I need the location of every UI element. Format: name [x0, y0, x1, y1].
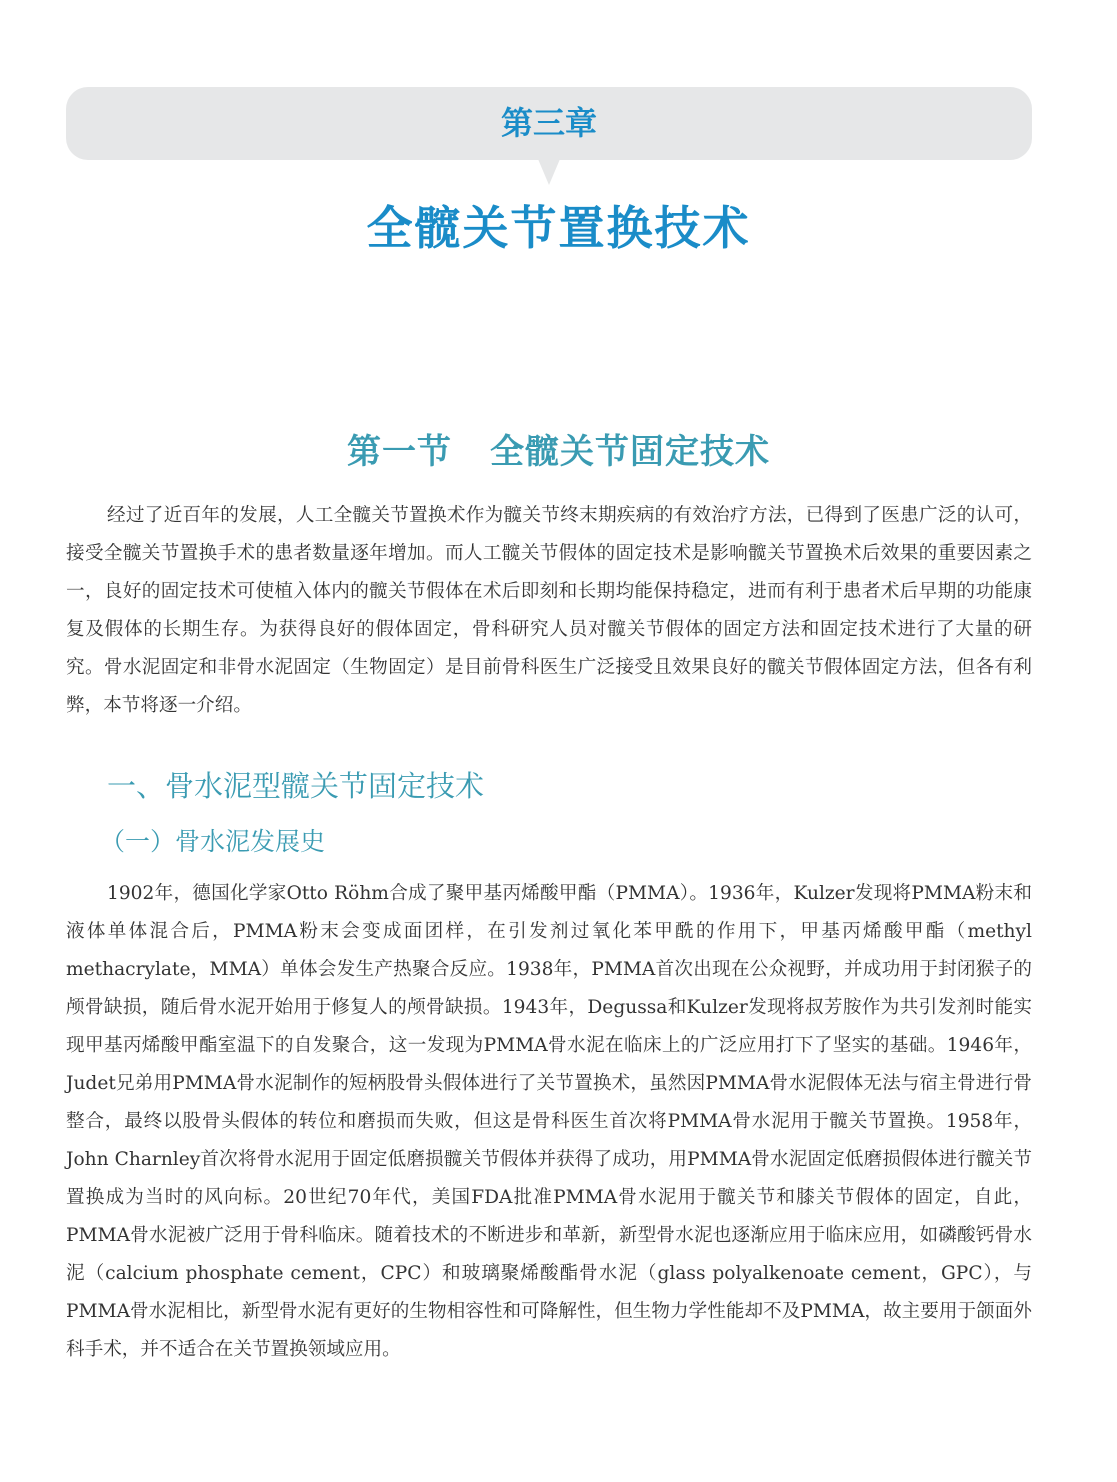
chapter-banner-pointer: [538, 159, 560, 185]
section-number: 第一节: [347, 432, 452, 472]
chapter-title: 全髋关节置换技术: [366, 201, 751, 255]
chapter-label: 第三章: [500, 104, 597, 142]
chapter-banner: [66, 87, 1032, 160]
sub-subsection-heading: （一）骨水泥发展史: [100, 827, 326, 856]
intro-paragraph: 经过了近百年的发展，人工全髋关节置换术作为髋关节终末期疾病的有效治疗方法，已得到了医患广泛的认可，接受全髋关节置换手术的患者数量逐年增加。而人工髋关节假体的固定技术是影响髋关节置换术后效果的重要因素之一，良好的固定技术可使植入体内的髋关节假体在术后即刻和长期均能保持稳定，进而有利于患者术后早期的功能康复及假体的长期生存。为获得良好的假体固定，骨科研究人员对髋关节假体的固定方法和固定技术进行了大量的研究。骨水泥固定和非骨水泥固定（生物固定）是目前骨科医生广泛接受且效果良好的髋关节假体固定方法，但各有利弊，本节将逐一介绍。: [66, 505, 1032, 716]
history-paragraph: 1902年，德国化学家Otto Röhm合成了聚甲基丙烯酸甲酯（PMMA）。1936年，Kulzer发现将PMMA粉末和液体单体混合后，PMMA粉末会变成面团样，在引发剂过氧化苯甲酰的作用下，甲基丙烯酸甲酯（methyl methacrylate，MMA）单体会发生产热聚合反应。1938年，PMMA首次出现在公众视野，并成功用于封闭猴子的颅骨缺损，随后骨水泥开始用于修复人的颅骨缺损。1943年，Degussa和Kulzer发现将叔芳胺作为共引发剂时能实现甲基丙烯酸甲酯室温下的自发聚合，这一发现为PMMA骨水泥在临床上的广泛应用打下了坚实的基础。1946年，Judet兄弟用PMMA骨水泥制作的短柄股骨头假体进行了关节置换术，虽然因PMMA骨水泥假体无法与宿主骨进行骨整合，最终以股骨头假体的转位和磨损而失败，但这是骨科医生首次将PMMA骨水泥用于髋关节置换。1958年，John Charnley首次将骨水泥用于固定低磨损髋关节假体并获得了成功，用PMMA骨水泥固定低磨损假体进行髋关节置换成为当时的风向标。20世纪70年代，美国FDA批准PMMA骨水泥用于髋关节和膝关节假体的固定，自此，PMMA骨水泥被广泛用于骨科临床。随着技术的不断进步和革新，新型骨水泥也逐渐应用于临床应用，如磷酸钙骨水泥（calcium phosphate cement，CPC）和玻璃聚烯酸酯骨水泥（glass polyalkenoate cement，GPC），与PMMA骨水泥相比，新型骨水泥有更好的生物相容性和可降解性，但生物力学性能却不及PMMA，故主要用于颌面外科手术，并不适合在关节置换领域应用。: [66, 883, 1032, 1360]
section-title: 全髋关节固定技术: [490, 432, 770, 472]
section-heading: [0, 424, 1117, 473]
subsection-heading: 一、骨水泥型髋关节固定技术: [107, 769, 485, 803]
